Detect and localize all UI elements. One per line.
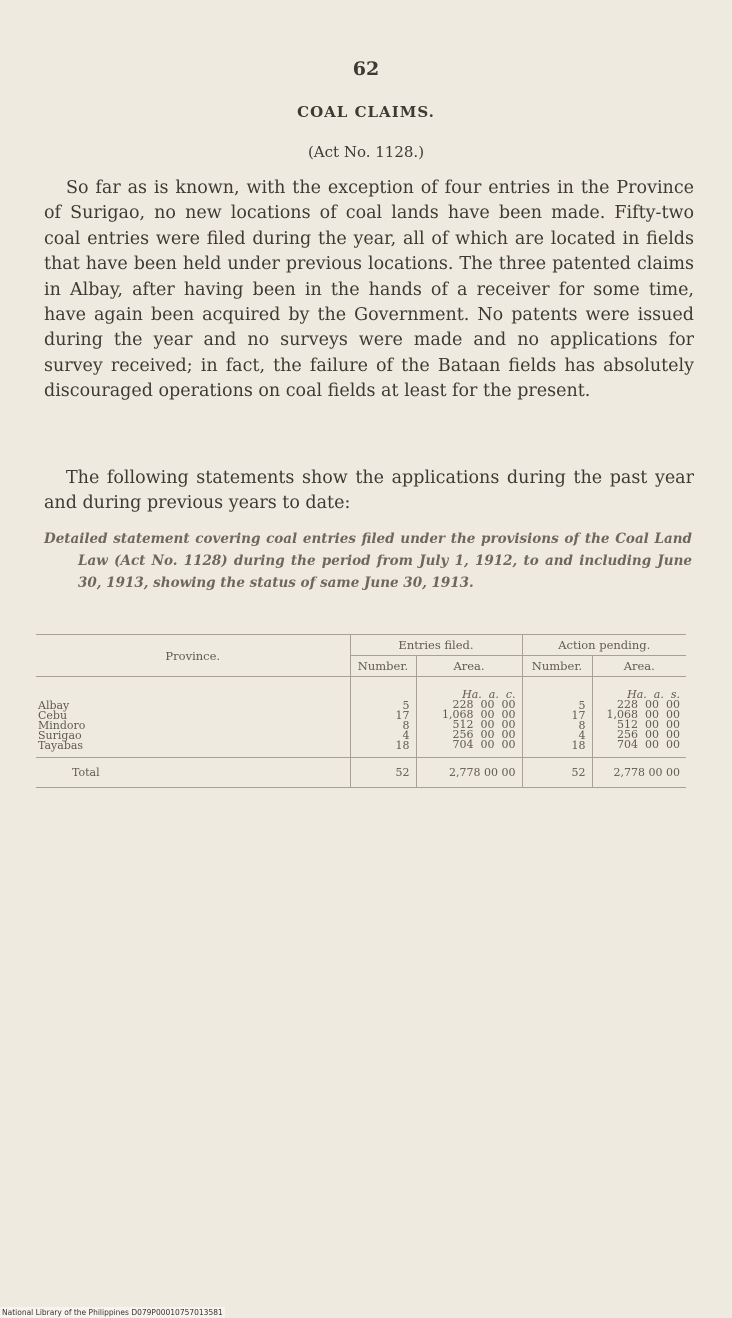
pending-a: 00: [645, 728, 659, 741]
paragraph: The following statements show the applications during the past year and during previous years to date:: [44, 468, 694, 514]
entries-a: 00: [480, 738, 495, 751]
province-name: Cebu: [38, 709, 68, 722]
pending-area: [594, 740, 681, 750]
pending-number: 4: [578, 729, 586, 742]
pending-a: 00: [645, 708, 659, 721]
province-name: Surigao: [38, 729, 82, 742]
entries-c: 00: [501, 728, 516, 741]
province-name: Mindoro: [38, 719, 86, 732]
pending-ha: 512: [617, 718, 638, 731]
total-entries-number: 52: [350, 758, 416, 788]
pending-number: 17: [571, 709, 586, 722]
header-pending-area: Area.: [592, 656, 686, 677]
entries-number: 17: [395, 709, 410, 722]
pending-c: 00: [666, 718, 680, 731]
total-label: Total: [36, 758, 350, 788]
header-entries-number: Number.: [350, 656, 416, 677]
entries-ha: 704: [452, 738, 474, 751]
unit-ha: Ha.: [462, 688, 482, 701]
entries-area: [418, 740, 516, 750]
section-subtitle: (Act No. 1128.): [307, 143, 425, 161]
entries-a: 00: [480, 728, 495, 741]
pending-ha: 1,068: [606, 708, 638, 721]
unit-c: s.: [670, 688, 680, 701]
pending-number: 18: [571, 739, 586, 752]
pending-c: 00: [666, 708, 680, 721]
entries-number: 18: [395, 739, 410, 752]
pending-c: 00: [666, 738, 680, 751]
province-name: Tayabas: [38, 739, 84, 752]
unit-a: a.: [653, 688, 664, 701]
pending-c: 00: [666, 728, 680, 741]
pending-number: 5: [578, 699, 586, 712]
entries-number: 8: [402, 719, 410, 732]
entries-c: 00: [501, 718, 516, 731]
header-pending-number: Number.: [522, 656, 592, 677]
entries-a: 00: [480, 718, 495, 731]
paragraph: So far as is known, with the exception of four entries in the Province of Surigao, no new locations of coal lands have been made. Fifty-two coal entries were filed during the year, all of which are located in fields that have been held under previous locations. The three patented claims in Albay, after having been in the hands of a receiver for some time, have again been acquired by the Government. No patents were issued during the year and no surveys were made and no applications for survey received; in fact, the failure of the Bataan fields has absolutely discouraged operations on coal fields at least for the present.: [44, 178, 694, 402]
archive-footer: National Library of the Philippines D079P00010757013581: [2, 1308, 223, 1317]
total-entries-area: 2,778 00 00: [416, 758, 522, 788]
pending-a: 00: [645, 718, 659, 731]
header-province: Province.: [36, 635, 350, 677]
entries-ha: 256: [452, 728, 474, 741]
pending-ha: 228: [617, 698, 638, 711]
pending-a: 00: [645, 738, 659, 751]
entries-c: 00: [501, 708, 516, 721]
header-entries-filed: Entries filed.: [350, 635, 522, 656]
total-row: [36, 758, 686, 788]
unit-a: a.: [488, 688, 499, 701]
entries-number: 4: [402, 729, 410, 742]
pending-c: 00: [666, 698, 680, 711]
header-entries-area: Area.: [416, 656, 522, 677]
province-name: Albay: [38, 699, 70, 712]
entries-c: 00: [501, 738, 516, 751]
section-title: COAL CLAIMS.: [297, 103, 435, 121]
pending-ha: 704: [617, 738, 638, 751]
total-pending-number: 52: [522, 758, 592, 788]
entries-ha: 1,068: [442, 708, 474, 721]
entries-ha: 228: [452, 698, 474, 711]
pending-number: 8: [578, 719, 586, 732]
entries-c: 00: [501, 698, 516, 711]
entries-a: 00: [480, 698, 495, 711]
unit-ha: Ha.: [627, 688, 647, 701]
coal-entries-table: [36, 634, 686, 788]
entries-ha: 512: [452, 718, 474, 731]
table-caption: Detailed statement covering coal entries filed under the provisions of the Coal Land Law (Act No. 1128) during the period from July 1, 1912, to and including June 30, 1913, showing the status of same June 30, 1913.: [44, 531, 692, 591]
entries-number: 5: [402, 699, 410, 712]
unit-c: c.: [505, 688, 516, 701]
table-row: [36, 677, 686, 758]
total-pending-area: 2,778 00 00: [592, 758, 686, 788]
pending-ha: 256: [617, 728, 638, 741]
pending-a: 00: [645, 698, 659, 711]
entries-a: 00: [480, 708, 495, 721]
page-number: 62: [352, 58, 380, 80]
header-action-pending: Action pending.: [522, 635, 686, 656]
